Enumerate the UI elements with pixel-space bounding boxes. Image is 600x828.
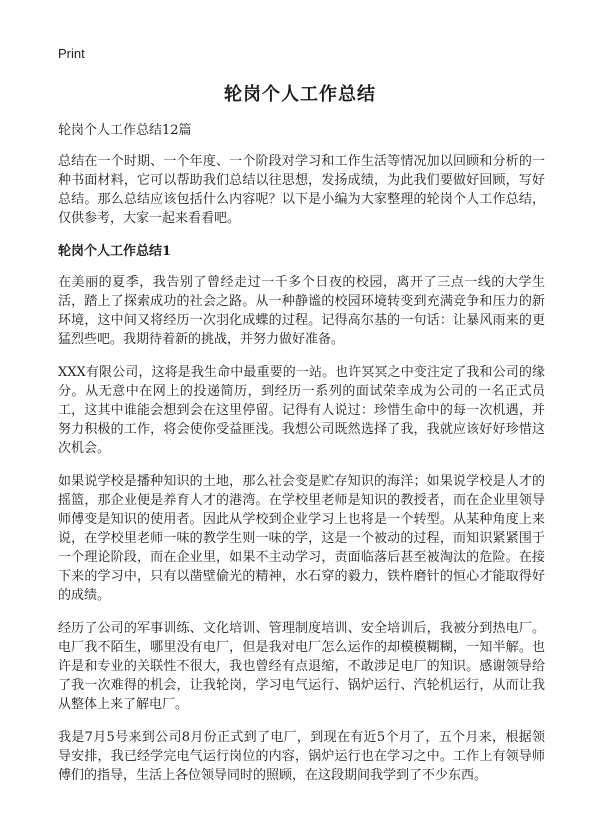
intro-paragraph: 总结在一个时期、一个年度、一个阶段对学习和工作生活等情况加以回顾和分析的一种书面材料，它可以帮助我们总结以往思想，发扬成绩，为此我们要做好回顾，写好总结。那么总结应该包括什么内容呢？以下是小编为大家整理的轮岗个人工作总结，仅供参考，大家一起来看看吧。	[58, 154, 545, 226]
body-paragraph: 如果说学校是播种知识的土地，那么社会变是贮存知识的海洋；如果说学校是人才的摇篮，那企业便是养育人才的港湾。在学校里老师是知识的教授者，而在企业里领导师傅变是知识的使用者。因此从学校到企业学习上也将是一个转型。从某种角度上来说，在学校里老师一味的教学生则一味的学，这是一个被动的过程，而知识紧紧围于一个理论阶段，而在企业里，如果不主动学习，责面临落后甚至被淘汰的危险。在接下来的学习中，只有以凿壁偷光的精神，水石穿的毅力，铁杵磨针的恒心才能取得好的成绩。	[58, 474, 545, 603]
body-paragraph: XXX有限公司，这将是我生命中最重要的一站。也许冥冥之中变注定了我和公司的缘分。从无意中在网上的投递简历，到经历一系列的面试荣幸成为公司的一名正式员工，这其中谁能会想到会在这里停留。记得有人说过：珍惜生命中的每一次机遇，并努力积极的工作，将会使你受益匪浅。我想公司既然选择了我，我就应该好好珍惜这次机会。	[58, 365, 545, 456]
page-title: 轮岗个人工作总结	[224, 84, 376, 105]
print-link[interactable]: Print	[58, 46, 85, 61]
body-paragraph: 经历了公司的军事训练、文化培训、管理制度培训、安全培训后，我被分到热电厂。电厂我不陌生，哪里没有电厂，但是我对电厂怎么运作的却模模糊糊，一知半解。也许是和专业的关联性不很大，我也曾经有点退缩，不敢涉足电厂的知识。感谢领导给了我一次难得的机会，让我轮岗，学习电气运行、锅炉运行、汽轮机运行，从而让我从整体上来了解电厂。	[58, 621, 545, 712]
body-paragraph: 我是7月5号来到公司8月份正式到了电厂，到现在有近5个月了，五个月来，根据领导安排，我已经学完电气运行岗位的内容，锅炉运行也在学习之中。工作上有领导师傅们的指导，生活上各位领导同时的照顾，在这段期间我学到了不少东西。	[58, 730, 545, 783]
document-subtitle: 轮岗个人工作总结12篇	[58, 123, 192, 138]
body-paragraph: 在美丽的夏季，我告别了曾经走过一千多个日夜的校园，离开了三点一线的大学生活，踏上了探索成功的社会之路。从一种静谧的校园环境转变到充满竞争和压力的新环境，这中间又将经历一次羽化成蝶的过程。记得高尔基的一句话：让暴风雨来的更猛烈些吧。我期待着新的挑战，并努力做好准备。	[58, 275, 545, 347]
document-body	[58, 121, 545, 799]
section-heading: 轮岗个人工作总结1	[58, 244, 172, 259]
